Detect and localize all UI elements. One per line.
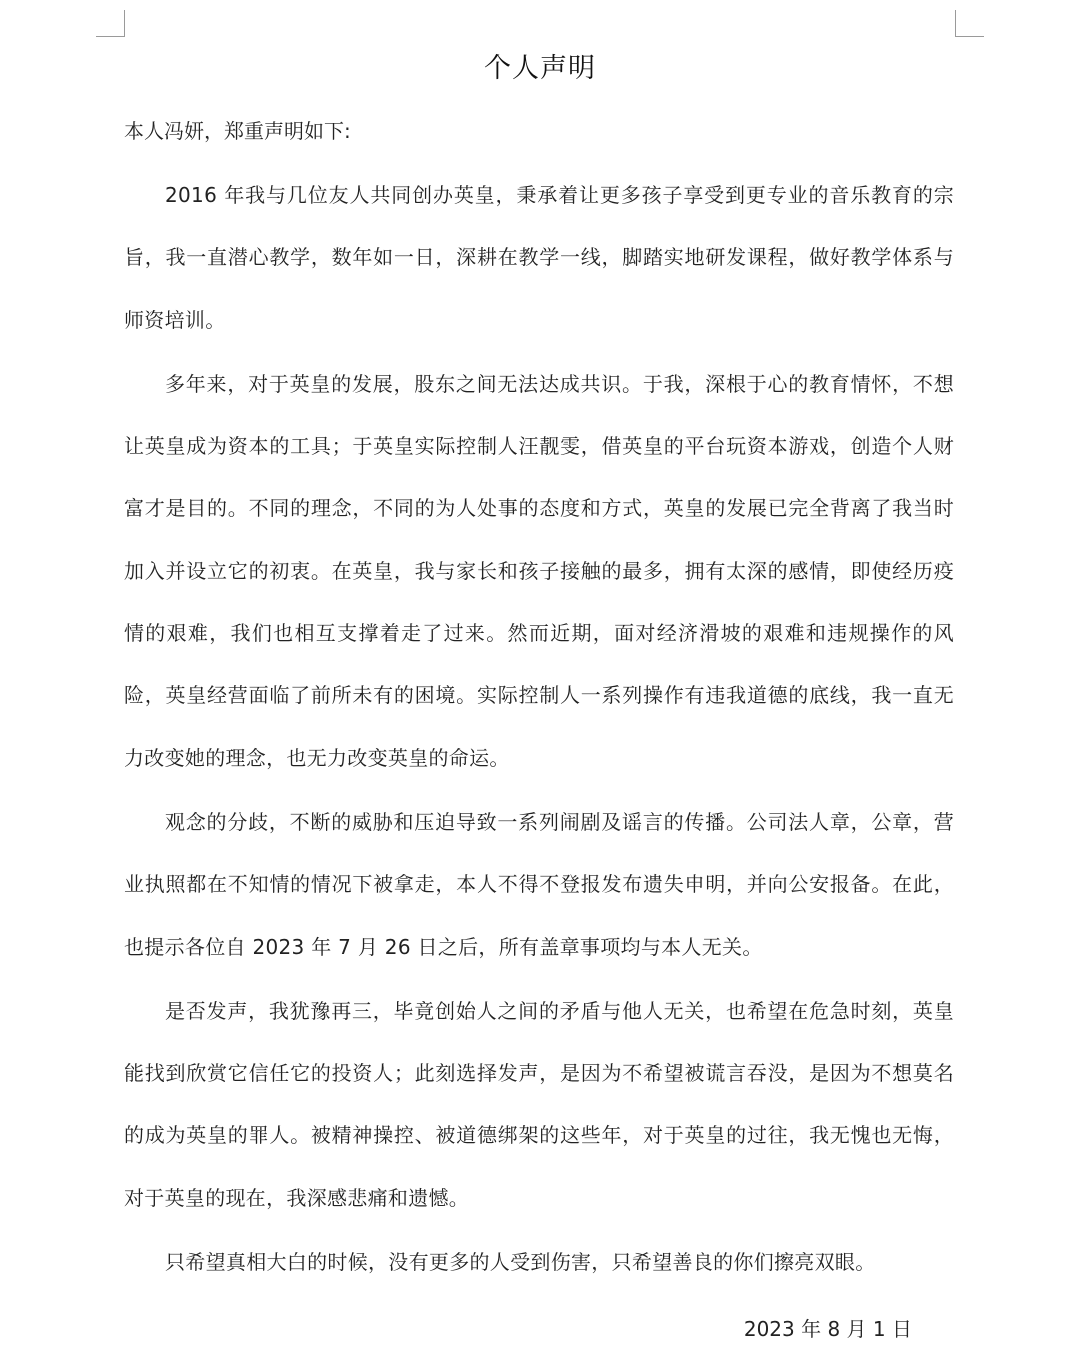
page-margin-corner-top-left [96, 10, 125, 37]
salutation: 本人冯妍，郑重声明如下: [124, 119, 351, 143]
page-margin-corner-top-right [955, 10, 984, 37]
document-date: 2023 年 8 月 1 日 [743, 1317, 912, 1341]
paragraph-seals-notice: 观念的分歧，不断的威胁和压迫导致一系列闹剧及谣言的传播。公司法人章，公章，营业执照都在不知情的情况下被拿走，本人不得不登报发布遗失申明，并向公安报备。在此，也提示各位自 2023 年 7 月 26 日之后，所有盖章事项均与本人无关。 [124, 809, 954, 959]
paragraph-speaking-out: 是否发声，我犹豫再三，毕竟创始人之间的矛盾与他人无关，也希望在危急时刻，英皇能找到欣赏它信任它的投资人；此刻选择发声，是因为不希望被谎言吞没，是因为不想莫名的成为英皇的罪人。被精神操控、被道德绑架的这些年，对于英皇的过往，我无愧也无悔，对于英皇的现在，我深感悲痛和遗憾。 [124, 998, 954, 1210]
document-body [124, 164, 954, 1295]
document-title: 个人声明 [484, 53, 596, 84]
paragraph-closing-wish: 只希望真相大白的时候，没有更多的人受到伤害，只希望善良的你们擦亮双眼。 [165, 1250, 876, 1275]
paragraph-founding: 2016 年我与几位友人共同创办英皇，秉承着让更多孩子享受到更专业的音乐教育的宗旨，我一直潜心教学，数年如一日，深耕在教学一线，脚踏实地研发课程，做好教学体系与师资培训。 [124, 183, 954, 332]
paragraph-disagreement: 多年来，对于英皇的发展，股东之间无法达成共识。于我，深根于心的教育情怀，不想让英皇成为资本的工具；于英皇实际控制人汪靓雯，借英皇的平台玩资本游戏，创造个人财富才是目的。不同的理念，不同的为人处事的态度和方式，英皇的发展已完全背离了我当时加入并设立它的初衷。在英皇，我与家长和孩子接触的最多，拥有太深的感情，即使经历疫情的艰难，我们也相互支撑着走了过来。然而近期，面对经济滑坡的艰难和违规操作的风险，英皇经营面临了前所未有的困境。实际控制人一系列操作有违我道德的底线，我一直无力改变她的理念，也无力改变英皇的命运。 [124, 371, 954, 770]
